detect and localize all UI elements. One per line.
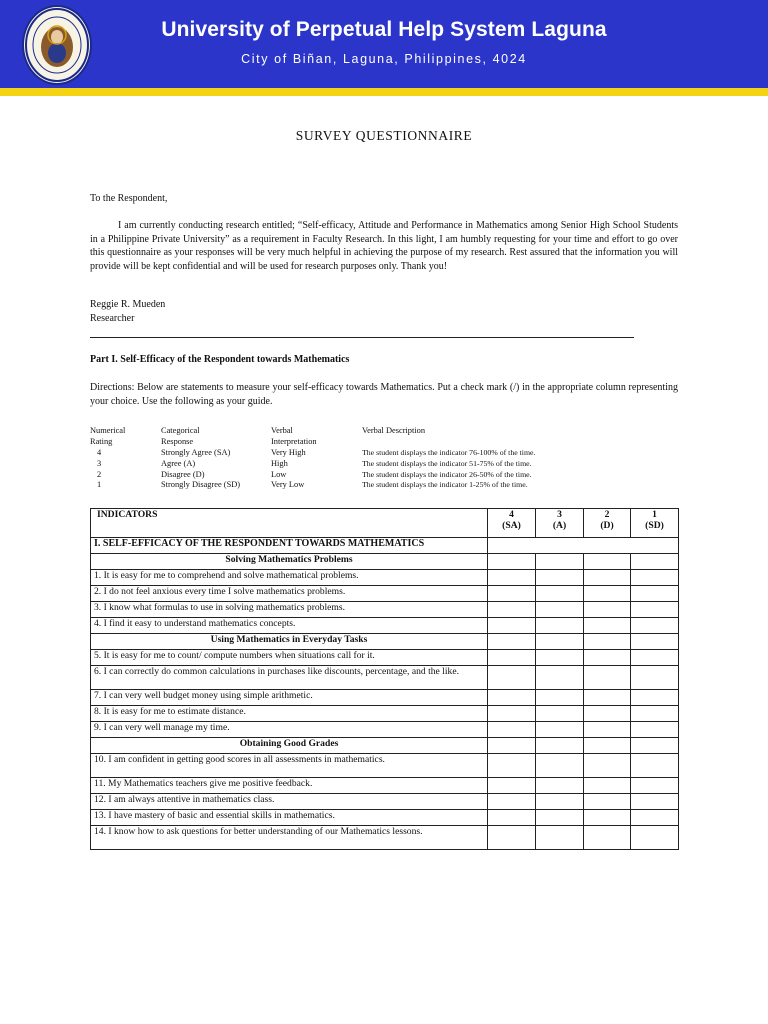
letter-body	[90, 219, 678, 273]
guide-descriptions	[362, 448, 535, 491]
guide-header-interp-2: Interpretation	[271, 436, 317, 446]
university-name: University of Perpetual Help System Laguna	[161, 18, 607, 41]
guide-rating: 1	[97, 480, 102, 490]
table-row	[91, 778, 679, 794]
guide-interpretations	[271, 448, 306, 491]
table-row	[91, 826, 679, 850]
indicator-text: 6. I can correctly do common calculations in purchases like discounts, percentage, and the like.	[91, 666, 488, 690]
subsection-blank-cell	[584, 738, 631, 754]
rating-checkbox-cell[interactable]	[488, 618, 536, 634]
rating-checkbox-cell[interactable]	[584, 586, 631, 602]
survey-body	[91, 554, 679, 850]
guide-header-interp-1: Verbal	[271, 426, 293, 435]
signature-name: Reggie R. Mueden	[90, 299, 166, 310]
guide-header-description: Verbal Description	[362, 426, 426, 435]
subsection-blank-cell	[631, 738, 679, 754]
subsection-blank-cell	[536, 634, 584, 650]
guide-header-rating-2: Rating	[90, 436, 113, 446]
seal-graphic	[24, 7, 90, 83]
rating-checkbox-cell[interactable]	[584, 754, 631, 778]
rating-checkbox-cell[interactable]	[488, 810, 536, 826]
divider-line	[90, 337, 634, 338]
col-abbr: (SA)	[502, 520, 521, 531]
col-num: 3	[557, 509, 562, 520]
rating-checkbox-cell[interactable]	[631, 754, 679, 778]
subsection-blank-cell	[584, 634, 631, 650]
header-stripe	[0, 88, 768, 96]
rating-checkbox-cell[interactable]	[631, 666, 679, 690]
guide-response: Strongly Disagree (SD)	[161, 480, 241, 490]
subsection-row	[91, 738, 679, 754]
subsection-blank-cell	[631, 554, 679, 570]
subsection-blank-cell	[488, 738, 536, 754]
indicator-text: 5. It is easy for me to count/ compute numbers when situations call for it.	[91, 650, 488, 666]
col-header-sa	[488, 509, 536, 538]
rating-checkbox-cell[interactable]	[584, 690, 631, 706]
guide-desc: The student displays the indicator 1-25% of the time.	[362, 480, 528, 490]
subsection-blank-cell	[584, 554, 631, 570]
guide-response: Strongly Agree (SA)	[161, 448, 231, 457]
table-row	[91, 666, 679, 690]
rating-checkbox-cell[interactable]	[584, 650, 631, 666]
rating-checkbox-cell[interactable]	[488, 570, 536, 586]
rating-checkbox-cell[interactable]	[631, 778, 679, 794]
rating-checkbox-cell[interactable]	[536, 618, 584, 634]
rating-checkbox-cell[interactable]	[584, 602, 631, 618]
rating-checkbox-cell[interactable]	[536, 650, 584, 666]
table-row	[91, 650, 679, 666]
table-header-row	[91, 509, 679, 538]
col-header-d	[584, 509, 631, 538]
guide-response: Agree (A)	[161, 458, 196, 468]
indicator-text: 9. I can very well manage my time.	[91, 722, 488, 738]
indicator-text: 2. I do not feel anxious every time I solve mathematics problems.	[91, 586, 488, 602]
subsection-blank-cell	[631, 634, 679, 650]
guide-interp: Very High	[271, 448, 306, 457]
table-row	[91, 690, 679, 706]
section-title-blank	[488, 538, 679, 554]
rating-checkbox-cell[interactable]	[536, 722, 584, 738]
rating-checkbox-cell[interactable]	[536, 602, 584, 618]
guide-desc: The student displays the indicator 76-100% of the time.	[362, 448, 536, 457]
rating-checkbox-cell[interactable]	[584, 618, 631, 634]
rating-checkbox-cell[interactable]	[536, 778, 584, 794]
table-row	[91, 618, 679, 634]
section-title-row	[91, 538, 679, 554]
subsection-row	[91, 634, 679, 650]
guide-desc: The student displays the indicator 51-75% of the time.	[362, 458, 532, 468]
rating-checkbox-cell[interactable]	[584, 794, 631, 810]
table-row	[91, 570, 679, 586]
rating-checkbox-cell[interactable]	[536, 570, 584, 586]
guide-desc: The student displays the indicator 26-50% of the time.	[362, 469, 532, 479]
rating-checkbox-cell[interactable]	[488, 826, 536, 850]
rating-checkbox-cell[interactable]	[584, 570, 631, 586]
guide-interp: High	[271, 458, 288, 468]
rating-checkbox-cell[interactable]	[488, 706, 536, 722]
rating-checkbox-cell[interactable]	[536, 666, 584, 690]
guide-response: Disagree (D)	[161, 469, 205, 479]
subsection-title: Using Mathematics in Everyday Tasks	[91, 634, 488, 650]
indicator-text: 13. I have mastery of basic and essential skills in mathematics.	[91, 810, 488, 826]
col-abbr: (D)	[600, 520, 614, 531]
rating-checkbox-cell[interactable]	[488, 754, 536, 778]
salutation: To the Respondent,	[90, 193, 168, 204]
rating-checkbox-cell[interactable]	[631, 722, 679, 738]
section-title: I. SELF-EFFICACY OF THE RESPONDENT TOWARDS MATHEMATICS	[91, 538, 488, 554]
rating-checkbox-cell[interactable]	[488, 666, 536, 690]
guide-responses	[161, 448, 240, 491]
guide-header-response	[161, 426, 200, 448]
col-num: 2	[604, 509, 610, 520]
rating-checkbox-cell[interactable]	[488, 778, 536, 794]
table-row	[91, 754, 679, 778]
rating-checkbox-cell[interactable]	[631, 618, 679, 634]
rating-checkbox-cell[interactable]	[488, 650, 536, 666]
table-row	[91, 810, 679, 826]
rating-checkbox-cell[interactable]	[536, 690, 584, 706]
rating-checkbox-cell[interactable]	[631, 706, 679, 722]
rating-checkbox-cell[interactable]	[488, 722, 536, 738]
col-num: 4	[509, 509, 514, 520]
indicator-text: 7. I can very well budget money using simple arithmetic.	[91, 690, 488, 706]
indicator-text: 12. I am always attentive in mathematics class.	[91, 794, 488, 810]
guide-interp: Very Low	[271, 480, 305, 490]
rating-checkbox-cell[interactable]	[584, 722, 631, 738]
guide-header-rating-1: Numerical	[90, 426, 126, 435]
rating-checkbox-cell[interactable]	[631, 690, 679, 706]
col-header-a	[536, 509, 584, 538]
rating-checkbox-cell[interactable]	[631, 570, 679, 586]
table-row	[91, 794, 679, 810]
col-header-sd	[631, 509, 679, 538]
col-abbr: (A)	[552, 520, 567, 531]
rating-checkbox-cell[interactable]	[631, 602, 679, 618]
guide-rating: 4	[97, 448, 102, 457]
rating-checkbox-cell[interactable]	[584, 666, 631, 690]
indicator-text: 4. I find it easy to understand mathematics concepts.	[91, 618, 488, 634]
indicator-text: 10. I am confident in getting good scores in all assessments in mathematics.	[91, 754, 488, 778]
rating-checkbox-cell[interactable]	[488, 690, 536, 706]
rating-checkbox-cell[interactable]	[536, 810, 584, 826]
guide-header-response-1: Categorical	[161, 426, 200, 435]
subsection-blank-cell	[536, 554, 584, 570]
guide-interp: Low	[271, 469, 287, 479]
subsection-blank-cell	[488, 554, 536, 570]
indicator-text: 14. I know how to ask questions for better understanding of our Mathematics lessons.	[91, 826, 488, 850]
document-title: SURVEY QUESTIONNAIRE	[295, 128, 473, 143]
rating-checkbox-cell[interactable]	[584, 778, 631, 794]
letter-body-text: I am currently conducting research entitled; “Self-efficacy, Attitude and Performance in Mathematics among Senior High School Students in a Philippine Private University” as a requirement in Faculty Research. In this light, I am humbly requesting for your time and effort to go over this questionnaire as your responses will be very much helpful in achieving the purpose of my research. Rest assured that the information you will provide will be kept confidential and will be used for research purposes only. Thank you!	[90, 220, 678, 272]
rating-checkbox-cell[interactable]	[631, 586, 679, 602]
rating-checkbox-cell[interactable]	[488, 602, 536, 618]
survey-table	[90, 508, 679, 850]
col-num: 1	[652, 509, 657, 520]
guide-rating: 2	[97, 469, 102, 479]
rating-checkbox-cell[interactable]	[536, 706, 584, 722]
rating-checkbox-cell[interactable]	[536, 586, 584, 602]
subsection-blank-cell	[536, 738, 584, 754]
col-abbr: (SD)	[645, 520, 664, 531]
rating-checkbox-cell[interactable]	[631, 794, 679, 810]
rating-checkbox-cell[interactable]	[584, 810, 631, 826]
table-row	[91, 602, 679, 618]
subsection-blank-cell	[488, 634, 536, 650]
university-seal-logo	[22, 5, 92, 85]
table-row	[91, 706, 679, 722]
guide-rating: 3	[97, 458, 102, 468]
rating-checkbox-cell[interactable]	[584, 826, 631, 850]
rating-checkbox-cell[interactable]	[631, 810, 679, 826]
university-address: City of Biñan, Laguna, Philippines, 4024	[241, 52, 527, 66]
table-row	[91, 722, 679, 738]
rating-checkbox-cell[interactable]	[536, 794, 584, 810]
guide-header-rating	[90, 426, 125, 448]
guide-header-response-2: Response	[161, 436, 194, 446]
part1-directions: Directions: Below are statements to measure your self-efficacy towards Mathematics. Put a check mark (/) in the appropriate column representing your choice. Use the following as your guide.	[90, 382, 678, 407]
rating-checkbox-cell[interactable]	[584, 706, 631, 722]
indicators-header: INDICATORS	[91, 509, 488, 538]
subsection-title: Obtaining Good Grades	[91, 738, 488, 754]
indicator-text: 1. It is easy for me to comprehend and solve mathematical problems.	[91, 570, 488, 586]
rating-checkbox-cell[interactable]	[631, 650, 679, 666]
rating-checkbox-cell[interactable]	[488, 586, 536, 602]
indicator-text: 8. It is easy for me to estimate distance.	[91, 706, 488, 722]
subsection-title: Solving Mathematics Problems	[91, 554, 488, 570]
part1-heading: Part I. Self-Efficacy of the Respondent towards Mathematics	[90, 354, 350, 365]
table-row	[91, 586, 679, 602]
signature-role: Researcher	[90, 313, 135, 324]
rating-checkbox-cell[interactable]	[536, 826, 584, 850]
subsection-row	[91, 554, 679, 570]
rating-checkbox-cell[interactable]	[488, 794, 536, 810]
header-banner	[0, 0, 768, 88]
indicator-text: 11. My Mathematics teachers give me positive feedback.	[91, 778, 488, 794]
guide-header-interpretation	[271, 426, 317, 448]
indicator-text: 3. I know what formulas to use in solving mathematics problems.	[91, 602, 488, 618]
guide-ratings	[97, 448, 101, 491]
rating-checkbox-cell[interactable]	[536, 754, 584, 778]
rating-checkbox-cell[interactable]	[631, 826, 679, 850]
